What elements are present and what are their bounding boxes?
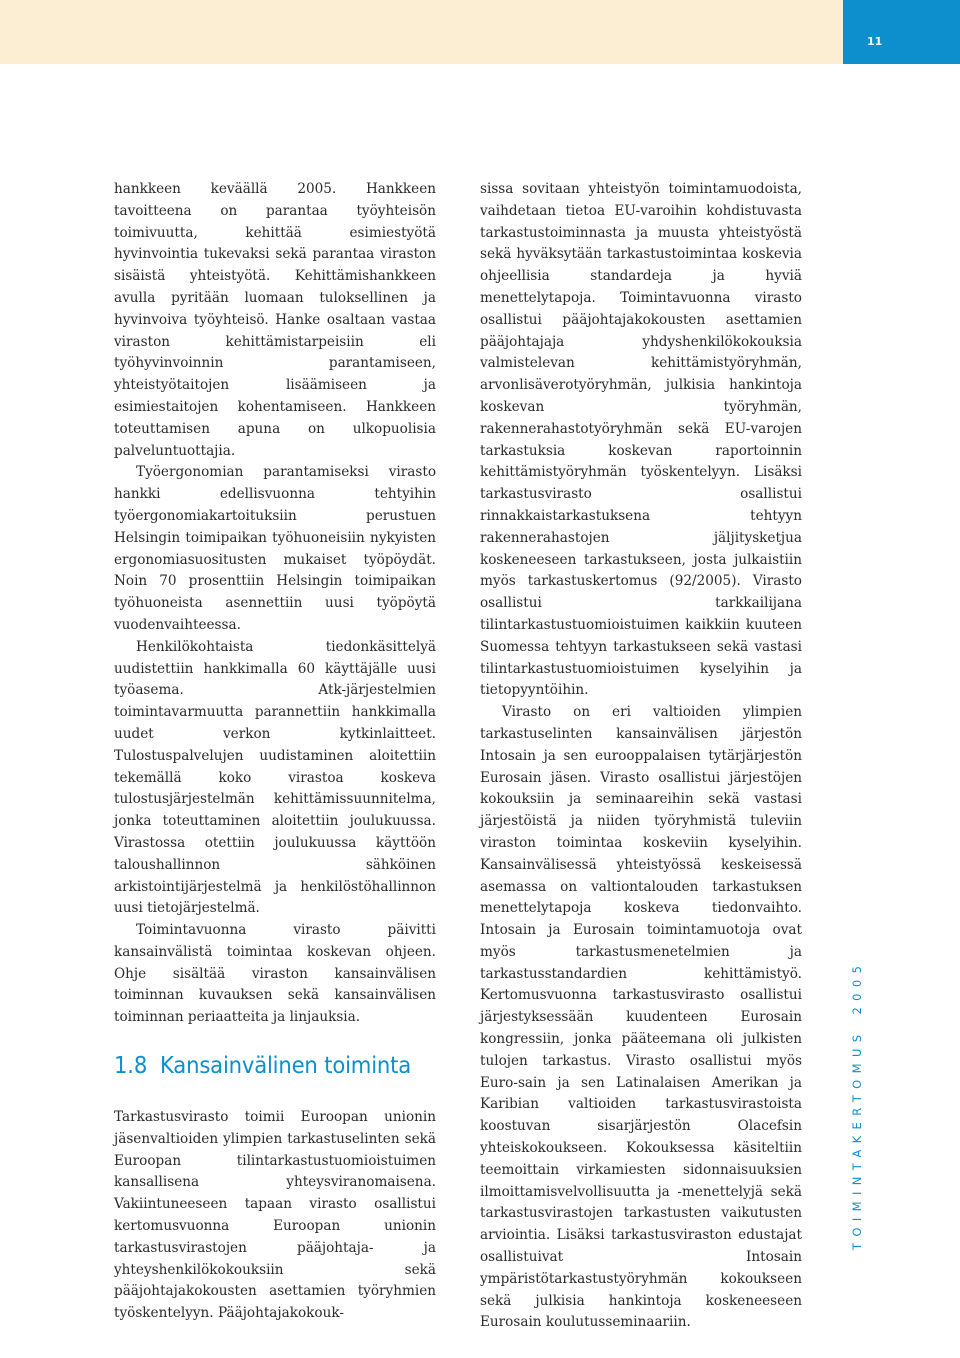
running-title-text: TOIMINTAKERTOMUS [850,1028,864,1250]
page-number-tab [843,0,960,64]
running-title-year: 2005 [850,959,864,1015]
section-title: Kansainvälinen toiminta [159,1053,412,1080]
left-column [114,179,436,1325]
side-running-title [849,959,865,1250]
paragraph: Tarkastusvirasto toimii Euroopan unionin jäsenvaltioiden ylimpien tarkastuselinten sekä Euroopan tilintarkastustuomioistuimen kansallisena yhteysviranomaisena. Vakiintuneeseen tapaan virasto osallistui kertomusvuonna Euroopan unionin tarkastusvirastojen pääjohtaja- ja yhteyshenkilökokouksiin sekä pääjohtajakokousten asettamien työryhmien työskentelyyn. Pääjohtajakokouk- [114,1109,436,1322]
paragraph: Virasto on eri valtioiden ylimpien tarkastuselinten kansainvälisen järjestön Intosain ja sen eurooppalaisen tytärjärjestön Eurosain jäsen. Virasto osallistui järjestöjen kokouksiin ja seminaareihin sekä vastasi järjestöistä ja niiden työryhmistä tuleviin viraston toimintaa koskeviin kyselyihin. Kansainvälisessä yhteistyössä keskeisessä asemassa on valtiontalouden tarkastuksen menettelytapoja koskeva tiedonvaihto. Intosain ja Eurosain toimintamuotoja ovat myös tarkastusmenetelmien ja tarkastusstandardien kehittämistyö. Kertomusvuonna tarkastusvirasto osallistui järjestyksessään kuudenteen Eurosain kongressiin, jonka pääteemana oli julkisten tulojen tarkastus. Virasto osallistui myös Euro-sain ja sen Latinalaisen Amerikan ja Karibian valtioiden tarkastusvirastoista koostuvan sisarjärjestön Olacefsin yhteiskokoukseen. Kokouksessa käsiteltiin teemoittain virkamiesten sidonnaisuuksien ilmoittamisvelvollisuutta ja -menettelyjä sekä tarkastusvirastojen tarkastusten vaikutusten arviointia. Lisäksi tarkastusviraston edustajat osallistuivat Intosain ympäristötarkastustyöryhmän kokoukseen sekä julkisia hankintoja koskeneeseen Eurosain koulutusseminaariin. [480,704,802,1331]
paragraph: Henkilökohtaista tiedonkäsittelyä uudistettiin hankkimalla 60 käyttäjälle uusi työasema. Atk-järjestelmien toimintavarmuutta parannettiin hankkimalla uudet verkon kytkinlaitteet. Tulostuspalvelujen uudistaminen aloitettiin tekemällä koko virastoa koskeva tulostusjärjestelmän kehittämissuunnitelma, jonka toteuttaminen aloitettiin joulukuussa. Virastossa otettiin joulukuussa käyttöön taloushallinnon sähköinen arkistointijärjestelmä ja henkilöstöhallinnon uusi tietojärjestelmä. [114,638,436,917]
right-column [480,179,802,1334]
header-band [0,0,843,64]
paragraph: Toimintavuonna virasto päivitti kansainvälistä toimintaa koskevan ohjeen. Ohje sisältää viraston kansainvälisen toiminnan kuvauksen sekä kansainvälisen toiminnan periaatteita ja linjauksia. [114,922,436,1026]
paragraph: Työergonomian parantamiseksi virasto hankki edellisvuonna tehtyihin työergonomiakartoituksiin perustuen Helsingin toimipaikan työhuoneisiin nykyisten ergonomiasuositusten mukaiset työpöydät. Noin 70 prosenttiin Helsingin toimipaikan työhuoneista asennettiin uusi työpöytä vuodenvaihteessa. [114,464,436,633]
paragraph: sissa sovitaan yhteistyön toimintamuodoista, vaihdetaan tietoa EU-varoihin kohdistuvasta tarkastustoiminnasta ja muusta yhteistyöstä sekä hyväksytään tarkastustoimintaa koskevia ohjeellisia standardeja ja hyviä menettelytapoja. Toimintavuonna virasto osallistui pääjohtajakokousten asettamien pääjohtajaja yhdyshenkilökokouksia valmistelevan kehittämistyöryhmän, arvonlisäverotyöryhmän, julkisia hankintoja koskevan työryhmän, rakennerahastotyöryhmän sekä EU-varojen tarkastuksia koskevan raportoinnin kehittämistyöryhmän työskentelyyn. Lisäksi tarkastusvirasto osallistui rinnakkaistarkastuksena tehtyyn rakennerahastojen jäljitysketjua koskeneeseen tarkastukseen, josta julkaistiin myös tarkastuskertomus (92/2005). Virasto osallistui tarkkailijana tilintarkastustuomioistuimen kaikkiin kuuteen Suomessa tehtyyn tarkastukseen sekä vastasi tilintarkastustuomioistuimen kyselyihin ja tietopyyntöihin. [480,181,802,699]
section-heading [114,1051,410,1081]
paragraph: hankkeen keväällä 2005. Hankkeen tavoitteena on parantaa työyhteisön toimivuutta, kehittää esimiestyötä hyvinvointia tukevaksi sekä parantaa viraston sisäistä yhteistyötä. Kehittämishankkeen avulla pyritään luomaan tuloksellinen ja hyvinvoiva työyhteisö. Hanke osaltaan vastaa viraston kehittämistarpeisiin eli työhyvinvoinnin parantamiseen, yhteistyötaitojen lisäämiseen ja esimiestaitojen kohentamiseen. Hankkeen toteuttamisen apuna on ulkopuolisia palveluntuottajia. [114,181,436,459]
page-number: 11 [867,35,883,48]
section-number: 1.8 [114,1053,148,1080]
